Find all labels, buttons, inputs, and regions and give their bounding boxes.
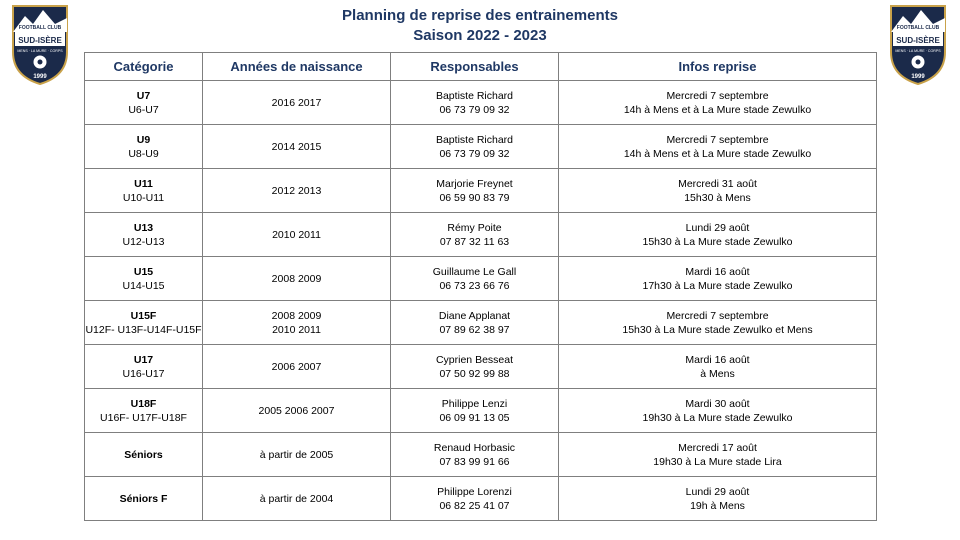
category-subgroups: U10-U11 (122, 191, 165, 204)
restart-info-cell (559, 81, 877, 125)
restart-info-cell (559, 125, 877, 169)
coach-phone: 07 87 32 11 63 (439, 235, 510, 248)
coach-name: Renaud Horbasic (433, 441, 516, 454)
birth-years: à partir de 2004 (259, 492, 334, 505)
restart-date: Lundi 29 août (685, 221, 750, 234)
category-subgroups: U12-U13 (122, 235, 165, 248)
restart-time-place: 19h30 à La Mure stade Zewulko (642, 411, 793, 424)
category-name: Séniors F (119, 492, 168, 505)
logo-year: 1999 (911, 74, 925, 80)
category-name: U15 (133, 265, 154, 278)
table-row (85, 477, 877, 521)
category-cell (85, 477, 203, 521)
category-cell (85, 301, 203, 345)
category-name: U11 (134, 177, 153, 190)
table-row (85, 169, 877, 213)
logo-club-name: SUD-ISÈRE (896, 36, 940, 45)
restart-time-place: 17h30 à La Mure stade Zewulko (642, 279, 793, 292)
logo-towns: MENS · LA MURE · CORPS (895, 49, 941, 53)
category-cell (85, 389, 203, 433)
coach-cell (391, 169, 559, 213)
restart-time-place: 14h à Mens et à La Mure stade Zewulko (623, 147, 812, 160)
column-header-birth-years: Années de naissance (203, 53, 391, 81)
birth-years: 2008 2009 (271, 272, 322, 285)
restart-time-place: 19h à Mens (690, 499, 745, 512)
category-subgroups: U12F- U13F-U14F-U15F (85, 323, 202, 336)
coach-name: Philippe Lenzi (441, 397, 508, 410)
title-block (0, 6, 960, 46)
category-cell (85, 81, 203, 125)
birth-years: 2010 2011 (272, 323, 321, 336)
restart-time-place: 15h30 à La Mure stade Zewulko et Mens (622, 323, 813, 336)
category-cell (85, 345, 203, 389)
birth-years-cell (203, 169, 391, 213)
column-header-category: Catégorie (85, 53, 203, 81)
birth-years-cell (203, 345, 391, 389)
birth-years: 2008 2009 (271, 309, 322, 322)
restart-date: Mercredi 7 septembre (666, 89, 769, 102)
page-title: Planning de reprise des entrainements (342, 7, 618, 24)
coach-cell (391, 125, 559, 169)
category-cell (85, 125, 203, 169)
column-header-coaches: Responsables (391, 53, 559, 81)
birth-years-cell (203, 477, 391, 521)
table-header-row (85, 53, 877, 81)
restart-info-cell (559, 433, 877, 477)
coach-name: Cyprien Besseat (435, 353, 514, 366)
category-subgroups: U16F- U17F-U18F (100, 411, 187, 424)
planning-table (84, 52, 877, 521)
season-subtitle: Saison 2022 - 2023 (413, 27, 547, 44)
category-subgroups: U6-U7 (128, 103, 159, 116)
category-name: U13 (133, 221, 154, 234)
restart-info-cell (559, 169, 877, 213)
restart-time-place: 14h à Mens et à La Mure stade Zewulko (623, 103, 812, 116)
birth-years: 2016 2017 (271, 96, 322, 109)
restart-date: Mercredi 31 août (678, 177, 757, 190)
column-header-restart-info: Infos reprise (559, 53, 877, 81)
coach-phone: 06 82 25 41 07 (439, 499, 510, 512)
category-cell (85, 213, 203, 257)
restart-info-cell (559, 389, 877, 433)
category-cell (85, 257, 203, 301)
coach-cell (391, 81, 559, 125)
restart-info-cell (559, 257, 877, 301)
restart-info-cell (559, 213, 877, 257)
coach-phone: 06 73 23 66 76 (439, 279, 510, 292)
restart-time-place: à Mens (700, 367, 735, 380)
coach-cell (391, 301, 559, 345)
birth-years: 2012 2013 (271, 184, 322, 197)
coach-cell (391, 213, 559, 257)
category-cell (85, 169, 203, 213)
birth-years: 2006 2007 (271, 360, 322, 373)
coach-phone: 07 83 99 91 66 (439, 455, 510, 468)
table-row (85, 257, 877, 301)
restart-date: Mercredi 7 septembre (666, 309, 769, 322)
coach-name: Marjorie Freynet (436, 177, 513, 190)
birth-years-cell (203, 213, 391, 257)
table-row (85, 213, 877, 257)
category-name: U17 (133, 353, 154, 366)
restart-time-place: 15h30 à La Mure stade Zewulko (642, 235, 793, 248)
birth-years-cell (203, 257, 391, 301)
coach-phone: 06 09 91 13 05 (439, 411, 510, 424)
coach-cell (391, 345, 559, 389)
table-row (85, 301, 877, 345)
restart-info-cell (559, 301, 877, 345)
coach-phone: 07 50 92 99 88 (439, 367, 510, 380)
coach-cell (391, 433, 559, 477)
restart-date: Mardi 16 août (685, 265, 750, 278)
coach-name: Diane Applanat (438, 309, 511, 322)
birth-years: 2014 2015 (271, 140, 322, 153)
table-row (85, 345, 877, 389)
restart-date: Mercredi 7 septembre (666, 133, 769, 146)
coach-phone: 07 89 62 38 97 (439, 323, 510, 336)
category-name: U18F (130, 397, 157, 410)
coach-cell (391, 257, 559, 301)
coach-phone: 06 59 90 83 79 (439, 191, 510, 204)
table-body (85, 81, 877, 521)
birth-years-cell (203, 125, 391, 169)
table-row (85, 389, 877, 433)
coach-phone: 06 73 79 09 32 (439, 103, 510, 116)
logo-year: 1999 (33, 74, 47, 80)
birth-years-cell (203, 389, 391, 433)
logo-top-text: FOOTBALL CLUB (896, 25, 940, 31)
table-row (85, 81, 877, 125)
coach-name: Baptiste Richard (435, 133, 514, 146)
birth-years: à partir de 2005 (259, 448, 334, 461)
birth-years-cell (203, 81, 391, 125)
birth-years-cell (203, 433, 391, 477)
coach-name: Baptiste Richard (435, 89, 514, 102)
club-logo-right (885, 2, 951, 86)
restart-info-cell (559, 477, 877, 521)
restart-date: Mercredi 17 août (678, 441, 757, 454)
category-name: U9 (136, 133, 151, 146)
category-subgroups: U8-U9 (128, 147, 159, 160)
category-cell (85, 433, 203, 477)
coach-cell (391, 477, 559, 521)
birth-years: 2010 2011 (272, 228, 321, 241)
table-row (85, 125, 877, 169)
category-subgroups: U14-U15 (122, 279, 165, 292)
birth-years: 2005 2006 2007 (258, 404, 335, 417)
coach-cell (391, 389, 559, 433)
club-logo-left (7, 2, 73, 86)
category-subgroups: U16-U17 (122, 367, 165, 380)
table-row (85, 433, 877, 477)
coach-phone: 06 73 79 09 32 (439, 147, 510, 160)
restart-info-cell (559, 345, 877, 389)
restart-time-place: 15h30 à Mens (684, 191, 751, 204)
restart-time-place: 19h30 à La Mure stade Lira (653, 455, 782, 468)
category-name: U7 (136, 89, 151, 102)
category-name: Séniors (124, 448, 163, 461)
restart-date: Mardi 30 août (685, 397, 750, 410)
birth-years-cell (203, 301, 391, 345)
restart-date: Lundi 29 août (685, 485, 750, 498)
restart-date: Mardi 16 août (685, 353, 750, 366)
logo-club-name: SUD-ISÈRE (18, 36, 62, 45)
coach-name: Rémy Poite (447, 221, 502, 234)
coach-name: Guillaume Le Gall (432, 265, 517, 278)
coach-name: Philippe Lorenzi (437, 485, 512, 498)
logo-top-text: FOOTBALL CLUB (18, 25, 62, 31)
category-name: U15F (130, 309, 157, 322)
logo-towns: MENS · LA MURE · CORPS (17, 49, 63, 53)
